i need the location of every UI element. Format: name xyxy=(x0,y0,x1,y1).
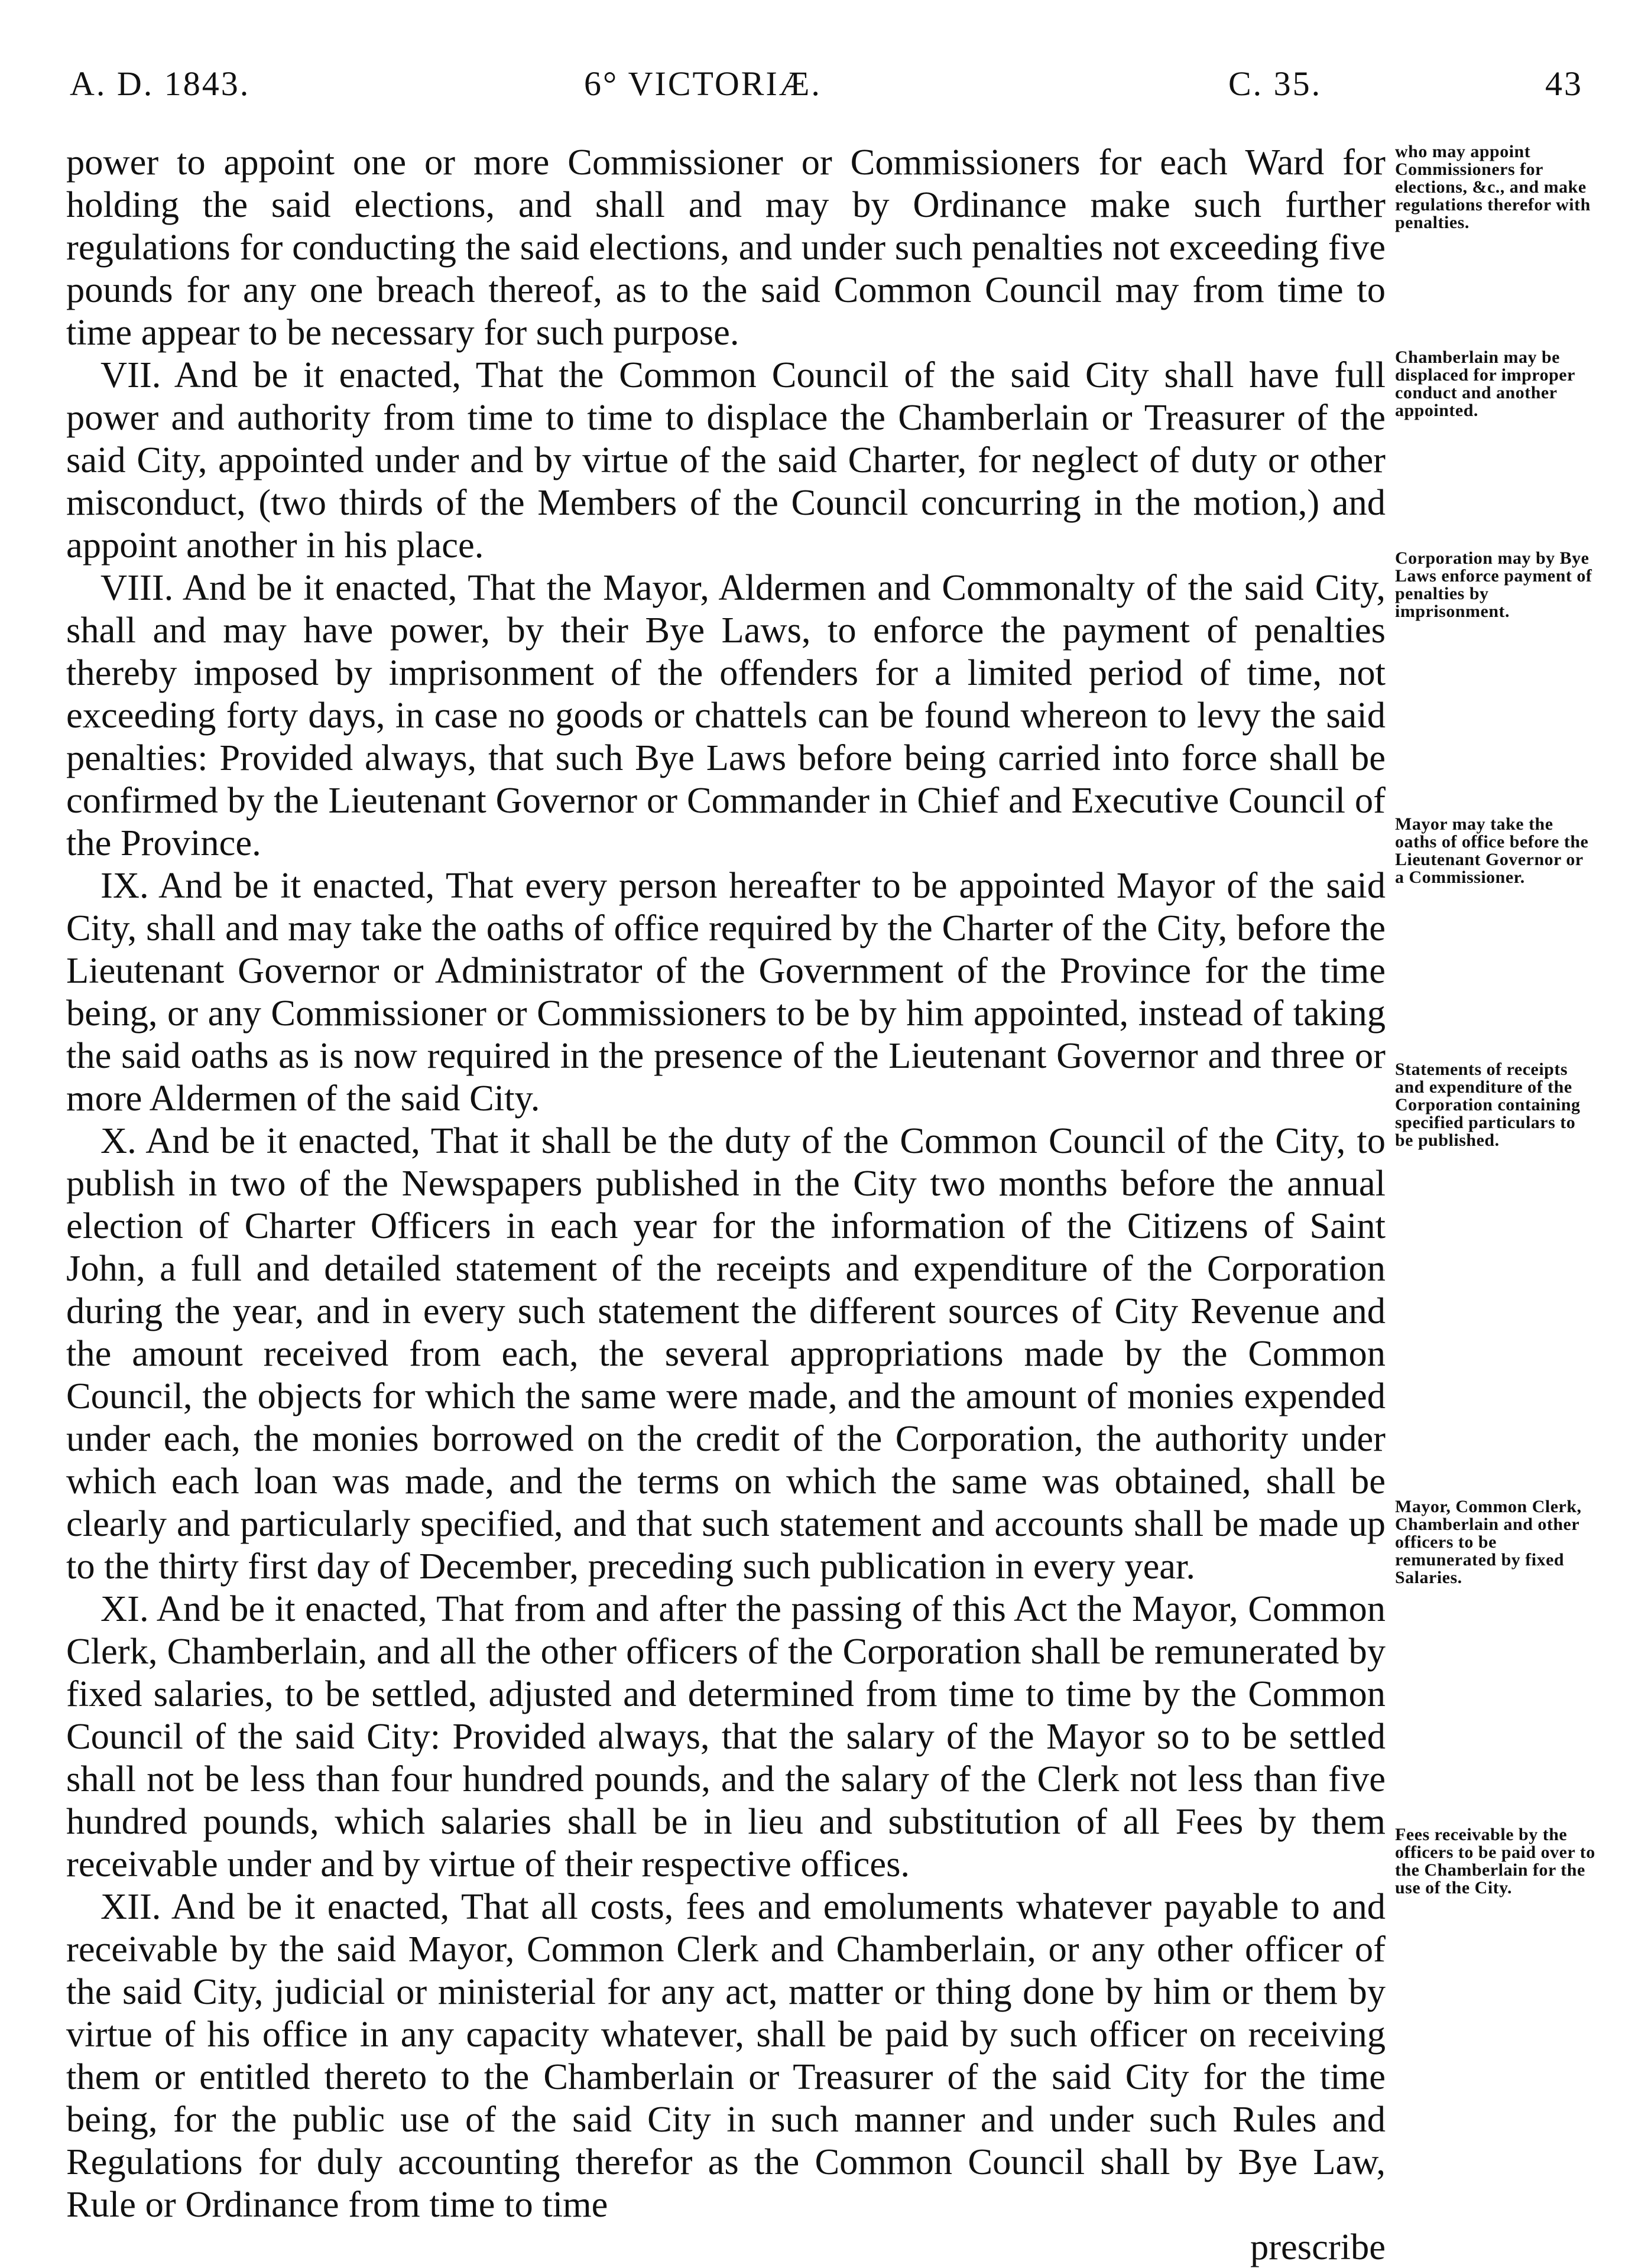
marginal-note-chamberlain: Chamberlain may be displaced for improper conduct and another appointed. xyxy=(1395,347,1575,420)
section-xii: XII. And be it enacted, That all costs, fees and emoluments whatever payable to and receivable by the said Mayor, Common Clerk and Chamberlain, or any other officer of the said City, judicial or ministerial for any act, matter or thing done by him or them by virtue of his office in any capacity whatever, shall be paid by such officer on receiving them or entitled thereto to the Chamberlain or Treasurer of the said City for the time being, for the public use of the said City in such manner and under such Rules and Regulations for duly accounting therefor as the Common Council shall by Bye Law, Rule or Ordinance from time to time xyxy=(66,1886,1386,2225)
marginal-note-bye-laws: Corporation may by Bye Laws enforce payment of penalties by imprisonment. xyxy=(1395,548,1592,621)
page-number: 43 xyxy=(1545,64,1583,103)
catchword: prescribe xyxy=(1250,2226,1386,2267)
header-reign: 6° VICTORIÆ. xyxy=(584,64,822,103)
marginal-note-commissioners: who may appoint Commissioners for elections, &c., and make regulations therefor with penalties. xyxy=(1395,142,1591,232)
header-chapter: C. 35. xyxy=(1228,64,1322,103)
marginal-note-statements: Statements of receipts and expenditure of the Corporation containing specified particulars to be published. xyxy=(1395,1060,1581,1150)
header-year: A. D. 1843. xyxy=(70,64,251,103)
section-ix: IX. And be it enacted, That every person hereafter to be appointed Mayor of the said City, shall and may take the oaths of office required by the Charter of the City, before the Lieutenant Governor or Administrator of the Government of the Province for the time being, or any Commissioner or Commissioners to be by him appointed, instead of taking the said oaths as is now required in the presence of the Lieutenant Governor and three or more Aldermen of the said City. xyxy=(66,865,1386,1119)
section-viii: VIII. And be it enacted, That the Mayor, Aldermen and Commonalty of the said City, shall and may have power, by their Bye Laws, to enforce the payment of penalties thereby imposed by imprisonment of the offenders for a limited period of time, not exceeding forty days, in case no goods or chattels can be found whereon to levy the said penalties: Provided always, that such Bye Laws before being carried into force shall be confirmed by the Lieutenant Governor or Commander in Chief and Executive Council of the Province. xyxy=(66,567,1386,863)
marginal-note-fees: Fees receivable by the officers to be paid over to the Chamberlain for the use of the City. xyxy=(1395,1825,1595,1897)
section-xi: XI. And be it enacted, That from and after the passing of this Act the Mayor, Common Clerk, Chamberlain, and all the other officers of the Corporation shall be remunerated by fixed salaries, to be settled, adjusted and determined from time to time by the Common Council of the said City: Provided always, that the salary of the Mayor so to be settled shall not be less than four hundred pounds, and the salary of the Clerk not less than five hundred pounds, which salaries shall be in lieu and substitution of all Fees by them receivable under and by virtue of their respective offices. xyxy=(66,1588,1386,1884)
marginal-note-salaries: Mayor, Common Clerk, Chamberlain and other officers to be remunerated by fixed Salaries. xyxy=(1395,1497,1582,1587)
running-header xyxy=(70,64,1583,111)
marginal-note-oaths: Mayor may take the oaths of office before the Lieutenant Governor or a Commissioner. xyxy=(1395,814,1589,887)
statute-body xyxy=(66,141,1386,2268)
section-continuation: power to appoint one or more Commissioner or Commissioners for each Ward for holding the said elections, and shall and may by Ordinance make such further regulations for conducting the said elections, and under such penalties not exceeding five pounds for any one breach thereof, as to the said Common Council may from time to time appear to be necessary for such purpose. xyxy=(66,141,1386,353)
section-x: X. And be it enacted, That it shall be the duty of the Common Council of the City, to publish in two of the Newspapers published in the City two months before the annual election of Charter Officers in each year for the information of the Citizens of Saint John, a full and detailed statement of the receipts and expenditure of the Corporation during the year, and in every such statement the different sources of City Revenue and the amount received from each, the several appropriations made by the Common Council, the objects for which the same were made, and the amount of monies expended under each, the monies borrowed on the credit of the Corporation, the authority under which each loan was made, and the terms on which the same was obtained, shall be clearly and particularly specified, and that such statement and accounts shall be made up to the thirty first day of December, preceding such publication in every year. xyxy=(66,1120,1386,1587)
section-vii: VII. And be it enacted, That the Common Council of the said City shall have full power and authority from time to time to displace the Chamberlain or Treasurer of the said City, appointed under and by virtue of the said Charter, for neglect of duty or other misconduct, (two thirds of the Members of the Council concurring in the motion,) and appoint another in his place. xyxy=(66,354,1386,566)
